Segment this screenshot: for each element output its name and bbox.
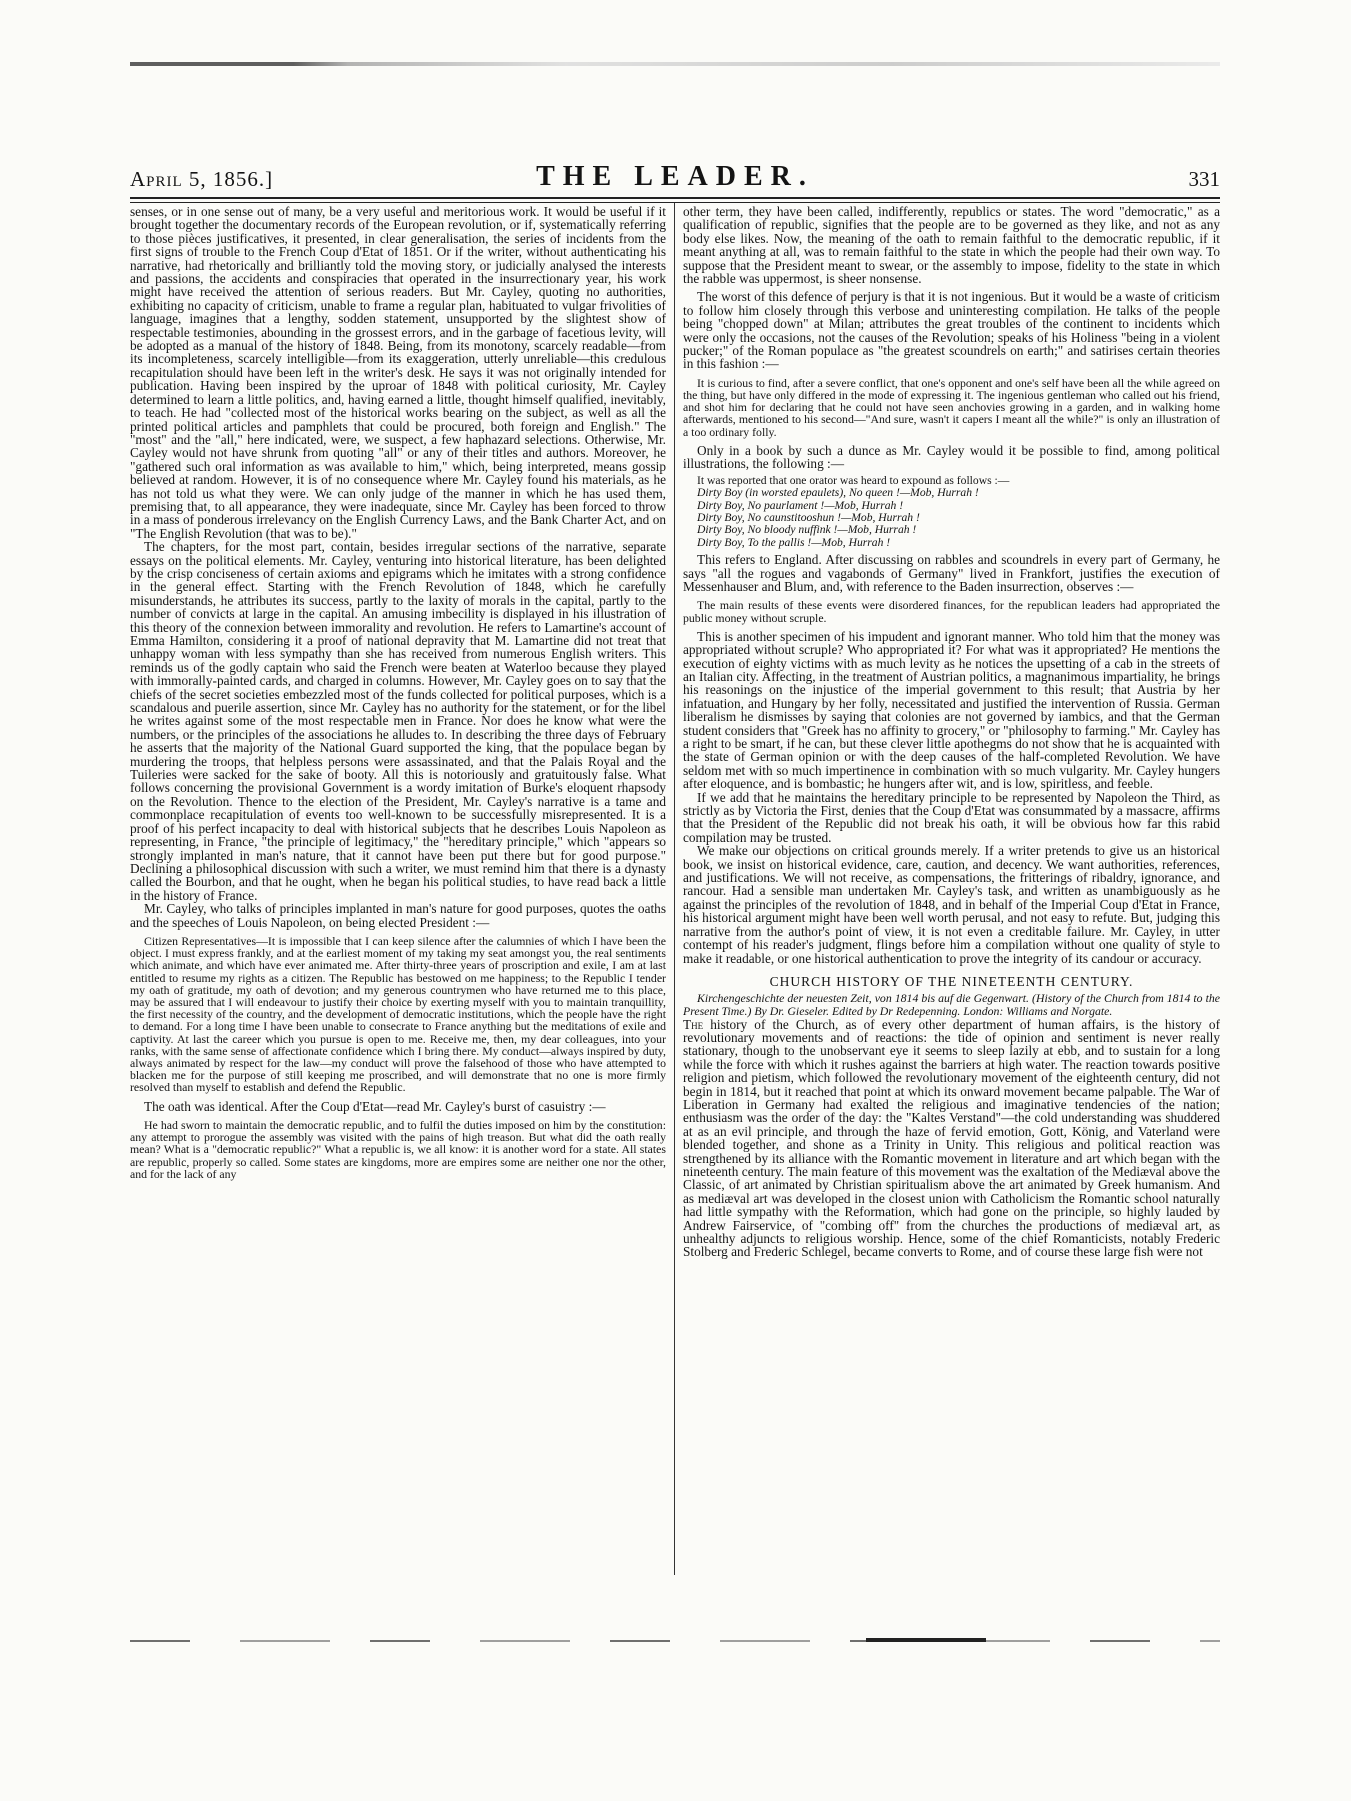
verse-line: Dirty Boy (in worsted epaulets), No queen !—Mob, Hurrah !	[697, 486, 979, 500]
left-quote-speech: Citizen Representatives—It is impossible that I can keep silence after the calumnies of which I have been the object. I must express frankly, and at the earliest moment of my taking my seat amongst you, the real sentiments which animate, and which have ever animated me. After thirty-three years of proscription and exile, I am at last entitled to resume my rights as a citizen. The Republic has bestowed on me happiness; to the Republic I tender my oath of gratitude, my oath of devotion; and my generous countrymen who have returned me to this place, may be assured that I will endeavour to justify their choice by exerting myself with you to maintain tranquillity, the first necessity of the country, and the development of democratic institutions, which the people have the right to demand. For a long time I have been unable to consecrate to France anything but the meditations of exile and captivity. At last the career which you pursue is open to me. Receive me, then, my dear colleagues, into your ranks, with the same sense of affectionate confidence which I bring there. My conduct—always inspired by duty, always animated by respect for the law—my conduct will prove the falsehood of those who have attempted to blacken me for the purpose of still keeping me proscribed, and will demonstrate that no one is more firmly resolved than myself to establish and defend the Republic.	[130, 933, 666, 1095]
book-citation: Kirchengeschichte der neuesten Zeit, von 1814 bis auf die Gegenwart. (History of the Church from 1814 to the Present Time.) By Dr. Gieseler. Edited by Dr Redepenning. London: Williams and Norgate.	[683, 991, 1220, 1018]
right-paragraph-2: The worst of this defence of perjury is that it is not ingenious. But it would be a waste of criticism to follow him closely through this verbose and uninteresting compilation. He talks of the people being "chopped down" at Milan; attributes the great troubles of the continent to incidents which were only the occasions, not the causes of the Revolution; speaks of his Holiness "being in a violent pucker;" of the Roman populace as "the greatest scoundrels on earth;" and satirises certain theories in this fashion :—	[683, 289, 1220, 372]
section-paragraph-text: history of the Church, as of every other department of human affairs, is the history of revolutionary movements and of reactions: the tide of opinion and sentiment is never really stationary, though to the unobservant eye it seems to sleep lazily at ebb, and to sustain for a long while the force with which it rushes against the barriers at high water. The reaction towards positive religion and pietism, which followed the revolutionary movement of the eighteenth century, did not begin in 1814, but it reached that point at which its onward movement became palpable. The War of Liberation in Germany had exalted the religious and imaginative tendencies of the nation; enthusiasm was the order of the day: the "Kaltes Verstand"—the cold understanding was shuddered at as an evil principle, and through the haze of fervid emotion, Gott, König, and Vaterland were blended together, and shone as a Trinity in Unity. This religious and political reaction was strengthened by its alliance with the Romantic movement in literature and art which began with the nineteenth century. The main feature of this movement was the exaltation of the Mediæval above the Classic, of art animated by Christian spiritualism above the art animated by Greek humanism. And as mediæval art was developed in the closest union with Catholicism the Romantic school naturally had little sympathy with the Reformation, which had gone on the principle, so highly lauded by Andrew Fairservice, of "combing off" from the churches the productions of mediæval art, as unhealthy adjuncts to religious worship. Hence, some of the chief Romanticists, notably Frederic Stolberg and Frederic Schlegel, became converts to Rome, and of course these large fish were not	[683, 1016, 1220, 1260]
left-column	[130, 205, 666, 1575]
verse-block	[697, 475, 1220, 549]
right-paragraph-5: This is another specimen of his impudent and ignorant manner. Who told him that the money was appropriated without scruple? Who appropriated it? For what was it appropriated? He mentions the execution of eighty victims with as much levity as he notices the upsetting of a cab in the streets of an Italian city. Affecting, in the treatment of Austrian politics, a magnanimous impartiality, he brings his reasonings on the injustice of the imperial government to this result; that Austria by her infatuation, and Hungary by her folly, necessitated and justified the intervention of Russia. German liberalism he dismisses by saying that colonies are not governed by iambics, and that the German student considers that "Greek has no affinity to grocery," or "philosophy to farming." Mr. Cayley has a right to be smart, if he can, but these clever little apothegms do not show that he is acquainted with the state of German opinion or with the deep causes of the half-completed Revolution. We have seldom met with so much impertinence in combination with so much vulgarity. Mr. Cayley hungers after eloquence, and is bombastic; he hungers after wit, and is low, spiritless, and feeble.	[683, 628, 1220, 792]
header-rule	[130, 197, 1220, 203]
verse-line: Dirty Boy, No caunstitooshun !—Mob, Hurrah !	[697, 510, 920, 524]
left-paragraph-after-quote: The oath was identical. After the Coup d'Etat—read Mr. Cayley's burst of casuistry :—	[144, 1098, 606, 1114]
left-paragraph-3: Mr. Cayley, who talks of principles implanted in man's nature for good purposes, quotes the oaths and the speeches of Louis Napoleon, on being elected President :—	[130, 901, 666, 930]
verse-intro: It was reported that one orator was heard to expound as follows :—	[697, 473, 1010, 487]
left-quote-casuistry: He had sworn to maintain the democratic republic, and to fulfil the duties imposed on him by the constitution: any attempt to prorogue the assembly was visited with the pains of high treason. But what did the oath really mean? What is a "democratic republic?" What a republic is, we all know: it is another word for a state. All states are republic, properly so called. Some states are kingdoms, more are empires some are neither one nor the other, and for the lack of any	[130, 1117, 666, 1181]
verse-line: Dirty Boy, No bloody nuffink !—Mob, Hurrah !	[697, 523, 917, 537]
column-divider	[674, 203, 675, 1575]
right-paragraph-1: other term, they have been called, indifferently, republics or states. The word "democratic," as a qualification of republic, signifies that the people are to be governed as they like, and not as any body else likes. Now, the meaning of the oath to remain faithful to the democratic republic, if it meant anything at all, was to remain faithful to the state in which the people had their own way. To suppose that the President meant to swear, or the assembly to impose, fidelity to the state in which the rabble was uppermost, is sheer nonsense.	[683, 205, 1220, 287]
section-paragraph	[683, 1018, 1220, 1259]
bottom-border-rule	[130, 1640, 1220, 1642]
page-header	[130, 155, 1220, 195]
section-heading: CHURCH HISTORY OF THE NINETEENTH CENTURY.	[769, 973, 1134, 989]
verse-line: Dirty Boy, No paurlament !—Mob, Hurrah !	[697, 498, 904, 512]
section-first-word: The	[683, 1016, 704, 1032]
right-column	[683, 205, 1220, 1575]
right-quote-capers: It is curious to find, after a severe conflict, that one's opponent and one's self have been all the while agreed on the thing, but have only differed in the mode of expressing it. The ingenious gentleman who called out his friend, and shot him for declaring that he could not have seen anchovies growing in a garden, and in walking home afterwards, mentioned to his second—"And sure, wasn't it capers I meant all the while?" is only an illustration of a too ordinary folly.	[683, 375, 1220, 439]
verse-line: Dirty Boy, To the pallis !—Mob, Hurrah !	[697, 535, 891, 549]
left-paragraph-1: senses, or in one sense out of many, be a very useful and meritorious work. It would be useful if it brought together the documentary records of the European revolution, or if, systematically referring to those pièces justificatives, it presented, in clear generalisation, the series of incidents from the first signs of trouble to the French Coup d'Etat of 1851. Or if the writer, without authenticating his narrative, had rhetorically and brilliantly told the moving story, or judicially analysed the interests and passions, the accidents and conspiracies that operated in the insurrectionary year, his work might have received the attention of serious readers. But Mr. Cayley, quoting no authorities, exhibiting no capacity of criticism, unable to frame a regular plan, habituated to vulgar frivolities of language, imagines that a lengthy, sodden statement, unsupported by the slightest show of respectable testimonies, abounding in the grossest errors, and in the garbage of facetious levity, will be adopted as a manual of the history of 1848. Being, from its monotony, scarcely readable—from its incompleteness, scarcely intelligible—from its exaggeration, utterly unreliable—this credulous recapitulation should have been left in the writer's desk. He says it was not originally intended for publication. Having been inspired by the uproar of 1848 with political curiosity, Mr. Cayley determined to learn a little politics, and, having earned a little, thought himself qualified, inevitably, to teach. He had "collected most of the historical works bearing on the subject, as well as all the printed political articles and pamphlets that could be procured, both foreign and English." The "most" and the "all," here indicated, were, we suspect, a few haphazard selections. Otherwise, Mr. Cayley would not have shrunk from quoting "all" or any of their titles and authors. Moreover, he "gathered such oral information as was available to him," which, being interpreted, means gossip believed at random. However, it is of no consequence where Mr. Cayley found his materials, as he has not told us what they were. We can only judge of the manner in which he has used them, premising that, to all appearance, they were inadequate, since Mr. Cayley has been forced to throw in a mass of ponderous irrelevancy on the English Currency Laws, and the Bank Charter Act, and on "The English Revolution (that was to be)."	[130, 205, 666, 541]
masthead-title: THE LEADER.	[536, 161, 814, 192]
right-paragraph-3: Only in a book by such a dunce as Mr. Cayley would it be possible to find, among political illustrations, the following :—	[683, 442, 1220, 472]
right-paragraph-6: If we add that he maintains the hereditary principle to be represented by Napoleon the Third, as strictly as by Victoria the First, denies that the Coup d'Etat was consummated by a massacre, affirms that the President of the Republic did not break his oath, it will be obvious how far this rabid compilation may be trusted.	[683, 789, 1220, 845]
issue-date: April 5, 1856.]	[130, 167, 274, 191]
ink-blot	[866, 1638, 986, 1642]
right-paragraph-7: We make our objections on critical grounds merely. If a writer pretends to give us an historical book, we insist on historical evidence, care, caution, and decency. We want authorities, references, and justifications. We will not receive, as compensations, the fritterings of ribaldry, ignorance, and rancour. Had a sensible man undertaken Mr. Cayley's task, and written as unambiguously as he against the principles of the revolution of 1848, and in behalf of the Imperial Coup d'Etat in France, his historical argument might have been well worth perusal, and not easy to refute. But, judging this narrative from the author's point of view, it is not even a creditable failure. Mr. Cayley, in utter contempt of his reader's judgment, flings before him a compilation without one quality of style to make it readable, or one historical authentication to prove the integrity of its candour or accuracy.	[683, 843, 1220, 966]
page-number: 331	[1188, 167, 1220, 191]
top-border-rule	[130, 62, 1220, 66]
right-paragraph-4: This refers to England. After discussing on rabbles and scoundrels in every part of Germany, he says "all the rogues and vagabonds of Germany" lived in Frankfort, justifies the execution of Messenhauser and Blum, and, with reference to the Baden insurrection, observes :—	[683, 552, 1220, 594]
left-paragraph-2: The chapters, for the most part, contain, besides irregular sections of the narrative, separate essays on the political elements. Mr. Cayley, venturing into historical literature, has been delighted by the crisp conciseness of certain axioms and epigrams which he imitates with a strong confidence in the general effect. Starting with the French Revolution of 1848, which he carefully misunderstands, he attributes its success, partly to the laxity of morals in the capital, partly to the number of convicts at large in the capital. An amusing imbecility is displayed in his illustration of this theory of the connexion between immorality and revolution. He refers to Lamartine's account of Emma Hamilton, considering it a proof of national depravity that M. Lamartine did not treat that unhappy woman with less sympathy than she has received from numerous English writers. This reminds us of the godly captain who said the French were beaten at Waterloo because they played with immorally-painted cards, and charged in columns. However, Mr. Cayley goes on to say that the chiefs of the secret societies embezzled most of the funds collected for political purposes, which is a scandalous and puerile assertion, since Mr. Cayley has no authority for the statement, or for the libel he writes against some of the most respectable men in France. Nor does he know what were the numbers, or the principles of the associations he alludes to. In describing the three days of February he asserts that the majority of the National Guard supported the king, that the populace began by murdering the troops, that helpless persons were assassinated, and that the Palais Royal and the Tuileries were sacked for the sake of booty. All this is notoriously and gratuitously false. What follows concerning the provisional Government is a wordy imitation of Burke's eloquent rhapsody on the Revolution. Thence to the election of the President, Mr. Cayley's narrative is a tame and commonplace recapitulation of events too well-known to be successfully misrepresented. It is a proof of his perfect incapacity to deal with historical subjects that he describes Louis Napoleon as representing, in France, "the principle of legitimacy," the "hereditary principle," which "appears so strongly implanted in man's nature, that it cannot have been put there but for good purpose." Declining a philosophical discussion with such a writer, we must remind him that there is a dynasty called the Bourbon, and that he ought, when he began his political studies, to have read back a little in the history of France.	[130, 539, 666, 903]
right-quote-baden: The main results of these events were disordered finances, for the republican leaders had appropriated the public money without scruple.	[683, 598, 1220, 625]
